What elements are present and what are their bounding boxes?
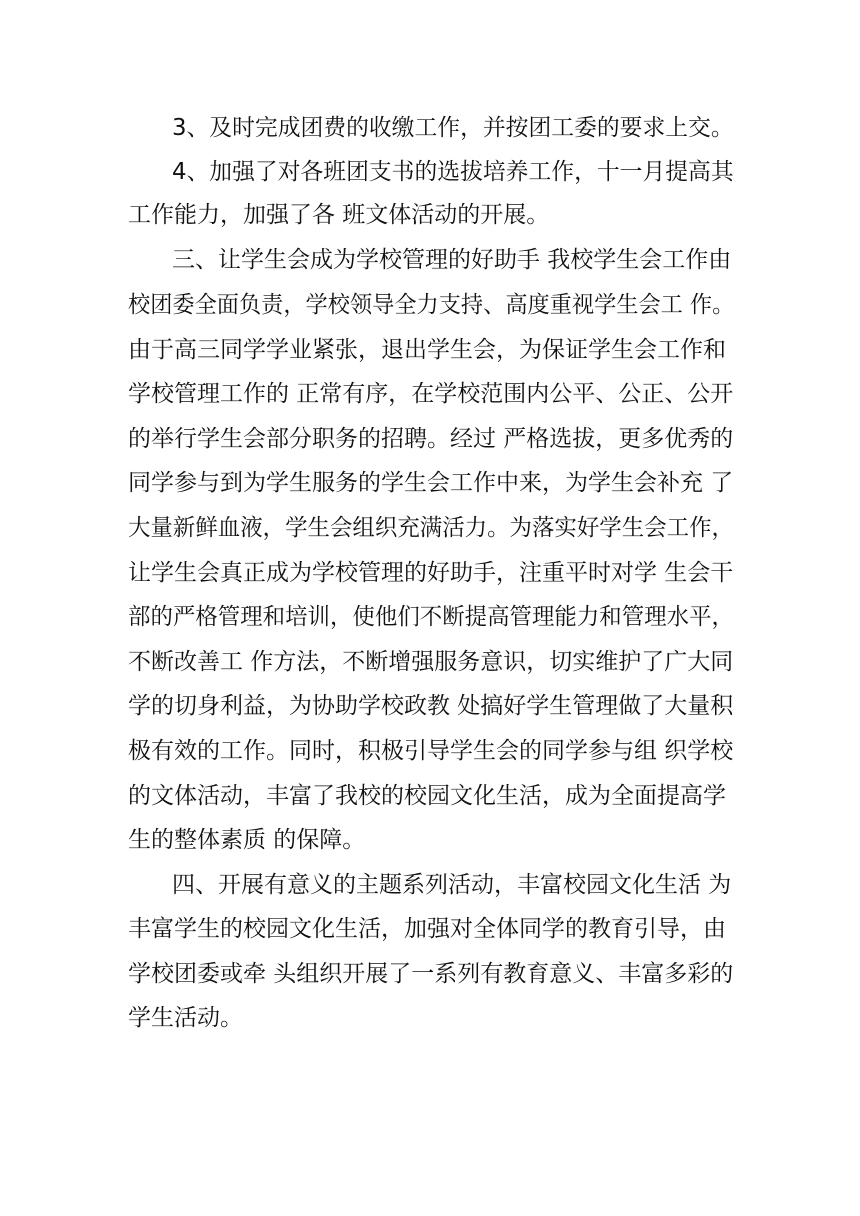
text-line-15: 极有效的工作。同时，积极引导学生会的同学参与组 织学校 xyxy=(128,738,734,764)
text-line-7: 学校管理工作的 正常有序，在学校范围内公平、公正、公开 xyxy=(128,381,734,407)
text-line-17: 生的整体素质 的保障。 xyxy=(128,827,366,853)
text-line-4: 三、让学生会成为学校管理的好助手 我校学生会工作由 xyxy=(172,247,732,273)
text-line-5: 校团委全面负责，学校领导全力支持、高度重视学生会工 作。 xyxy=(128,292,735,318)
text-line-16: 的文体活动，丰富了我校的校园文化生活，成为全面提高学 xyxy=(128,783,726,809)
text-line-12: 部的严格管理和培训，使他们不断提高管理能力和管理水平， xyxy=(128,604,734,630)
text-line-6: 由于高三同学学业紧张，退出学生会，为保证学生会工作和 xyxy=(128,337,726,363)
text-line-9: 同学参与到为学生服务的学生会工作中来，为学生会补充 了 xyxy=(128,470,734,496)
text-line-13: 不断改善工 作方法，不断增强服务意识，切实维护了广大同 xyxy=(128,649,734,675)
text-line-10: 大量新鲜血液，学生会组织充满活力。为落实好学生会工作， xyxy=(128,515,734,541)
text-line-19: 丰富学生的校园文化生活，加强对全体同学的教育引导，由 xyxy=(128,916,726,942)
text-line-3: 工作能力，加强了各 班文体活动的开展。 xyxy=(128,202,550,228)
text-line-1: 3、及时完成团费的收缴工作，并按团工委的要求上交。 xyxy=(172,115,734,141)
text-line-18: 四、开展有意义的主题系列活动，丰富校园文化生活 为 xyxy=(172,872,732,898)
text-line-8: 的举行学生会部分职务的招聘。经过 严格选拔，更多优秀的 xyxy=(128,426,734,452)
text-line-21: 学生活动。 xyxy=(128,1005,243,1031)
text-line-14: 学的切身利益，为协助学校政教 处搞好学生管理做了大量积 xyxy=(128,693,734,719)
text-line-11: 让学生会真正成为学校管理的好助手，注重平时对学 生会干 xyxy=(128,560,734,586)
text-line-2: 4、加强了对各班团支书的选拔培养工作，十一月提高其 xyxy=(172,159,734,185)
text-line-20: 学校团委或牵 头组织开展了一系列有教育意义、丰富多彩的 xyxy=(128,961,734,987)
